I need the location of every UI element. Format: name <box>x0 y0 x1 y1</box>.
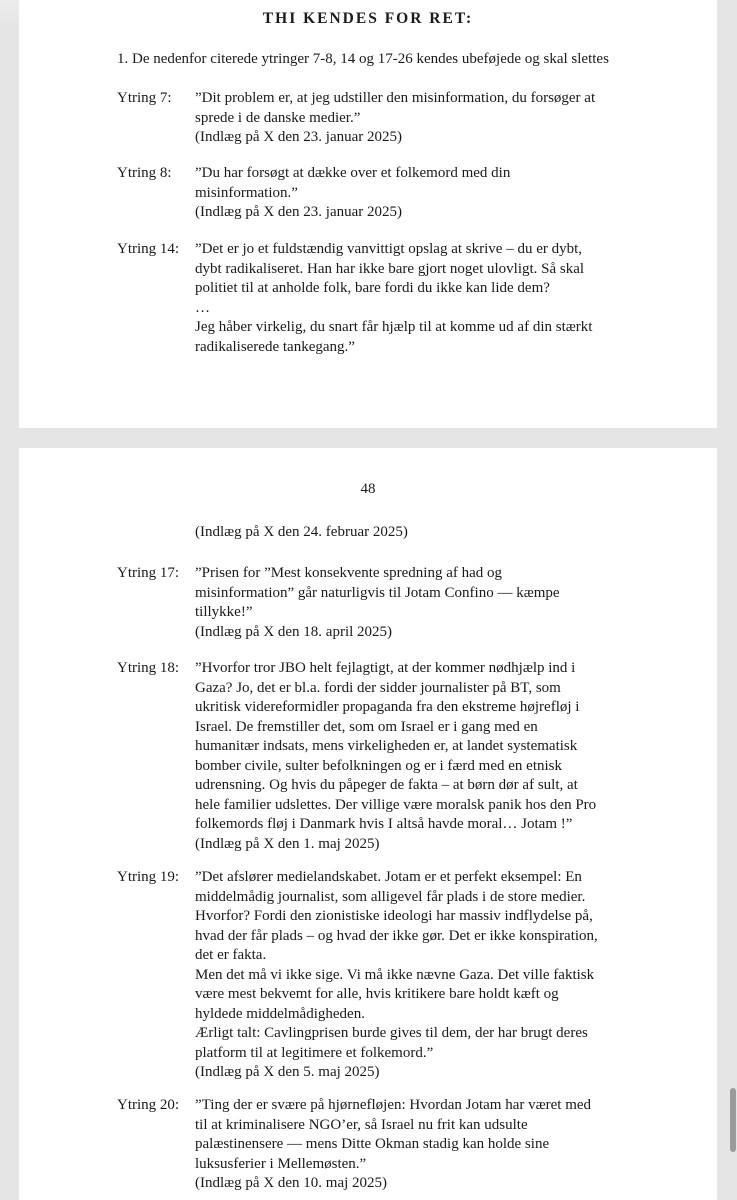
statement-label: Ytring 18: <box>117 660 180 676</box>
statement-quote: ”Hvorfor tror JBO helt fejlagtigt, at der kommer nødhjælp ind i Gaza? Jo, det er bl.a. fordi der sidder journalister på BT, som ukritisk videreformidler propaganda fra den ekstreme højrefløj i Israel. De fremstiller det, som om Israel er i gang med en humanitær indsats, mens virkeligheden er, at landet systematisk bomber civile, sulter befolkningen og er i færd med en etnisk udrensning. Og hvis du påpeger de fakta – at børn dør af sult, at hele familier udslettes. Der villige være moralsk panik hos den Pro folkemords fløj i Danmark hvis I altså havde moral… Jotam !” <box>195 660 597 832</box>
page-number: 48 <box>360 481 376 497</box>
statement-source: (Indlæg på X den 5. maj 2025) <box>195 1064 380 1080</box>
statement-label: Ytring 8: <box>117 165 172 181</box>
statement-quote: ”Du har forsøgt at dække over et folkemord med din misinformation.” <box>195 165 511 201</box>
statement-label: Ytring 19: <box>117 869 180 885</box>
statement-quote: ”Det afslører medielandskabet. Jotam er et perfekt eksempel: En middelmådig journalist, som alligevel får plads i de store medier. Hvorfor? Fordi den zionistiske ideologi har massiv indflydelse på, hvad der får plads – og hvad der ikke gør. Det er ikke konspiration, det er fakta. Men det må vi ikke sige. Vi må ikke nævne Gaza. Det ville faktisk være mest bekvemt for alle, hvis kritikere bare holdt kæft og hyldede middelmådigheden. Ærligt talt: Cavlingprisen burde gives til dem, der har brugt deres platform til at legitimere et folkemord.” <box>195 869 598 1061</box>
statement-label: Ytring 7: <box>117 90 172 106</box>
statement-quote: ”Ting der er svære på hjørnefløjen: Hvordan Jotam har været med til at kriminalisere NGO’er, så Israel nu frit kan udsulte palæstinensere — mens Ditte Okman stadig kan holde sine luksusferier i Mellemøsten.” <box>195 1097 592 1172</box>
statement-source-continued: (Indlæg på X den 24. februar 2025) <box>195 524 408 540</box>
statement-source: (Indlæg på X den 1. maj 2025) <box>195 835 380 852</box>
statement-label: Ytring 17: <box>117 565 180 581</box>
document-page-48 <box>19 448 717 1200</box>
section-heading: THI KENDES FOR RET: <box>262 10 474 27</box>
vertical-scrollbar[interactable] <box>730 1088 736 1152</box>
statement-source: (Indlæg på X den 10. maj 2025) <box>195 1175 388 1191</box>
statement-label: Ytring 14: <box>117 241 180 257</box>
intro-paragraph: 1. De nedenfor citerede ytringer 7-8, 14 og 17-26 kendes ubeføjede og skal slettes <box>117 51 609 67</box>
statement-quote: ”Prisen for ”Mest konsekvente spredning af had og misinformation” går naturligvis til Jotam Confino — kæmpe tillykke!” <box>195 565 560 620</box>
document-page-47 <box>19 0 717 428</box>
statement-source: (Indlæg på X den 23. januar 2025) <box>195 204 403 220</box>
statement-label: Ytring 20: <box>117 1097 180 1113</box>
statement-quote: ”Det er jo et fuldstændig vanvittigt opslag at skrive – du er dybt, dybt radikaliseret. Han har ikke bare gjort noget ulovligt. Så skal politiet til at anholde folk, bare fordi du ikke kan lide dem? … Jeg håber virkelig, du snart får hjælp til at komme ud af din stærkt radikaliserede tankegang.” <box>195 241 593 355</box>
statement-quote: ”Dit problem er, at jeg udstiller den misinformation, du forsøger at sprede i de danske medier.” <box>195 90 596 126</box>
statement-source: (Indlæg på X den 23. januar 2025) <box>195 129 403 145</box>
statement-source: (Indlæg på X den 18. april 2025) <box>195 623 393 640</box>
